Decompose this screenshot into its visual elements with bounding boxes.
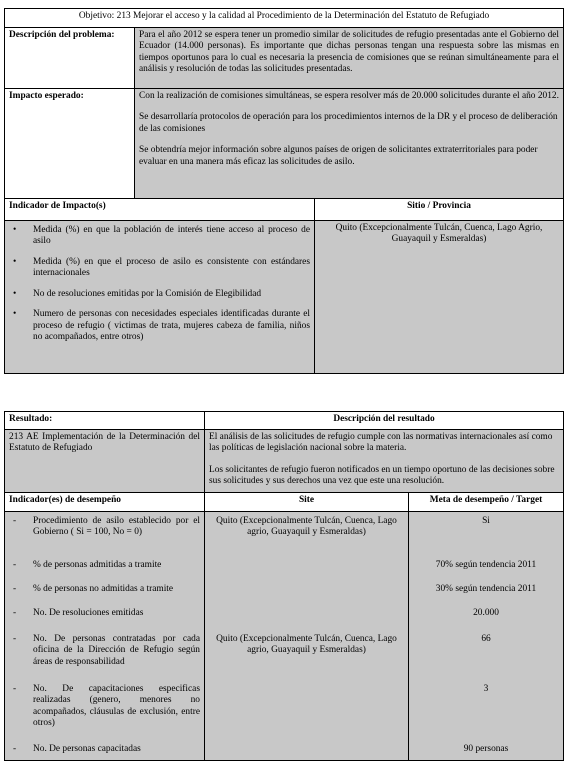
list-item: - Procedimiento de asilo establecido por el Gobierno ( Si = 100, No = 0) xyxy=(13,516,200,538)
perf-targets xyxy=(409,512,564,761)
target-header: Meta de desempeño / Target xyxy=(409,493,564,512)
list-item: • Numero de personas con necesidades especiales identificadas durante el proceso de refugio ( victimas de trata, mujeres cabeza de familia, niños no acompañados, entre otros) xyxy=(13,309,310,343)
result-text: 213 AE Implementación de la Determinación del Estatuto de Refugiado xyxy=(5,430,205,493)
perf-indicators xyxy=(5,512,205,761)
target-entry: 90 personas xyxy=(463,744,509,754)
target-entry: 66 xyxy=(481,634,491,644)
desc-paragraph: Los solicitantes de refugio fueron notificados en un tiempo oportuno de las decisiones sobre sus solicitudes y sus derechos una vez que este una resolución. xyxy=(209,464,555,487)
site-entry: Quito (Excepcionalmente Tulcán, Cuenca, Lago agrio, Guayaquil y Esmeraldas) xyxy=(216,634,397,656)
impact-text xyxy=(135,89,564,199)
site-entry: Quito (Excepcionalmente Tulcán, Cuenca, Lago agrio, Guayaquil y Esmeraldas) xyxy=(216,516,397,538)
target-entry: 20.000 xyxy=(473,608,499,618)
list-item: • No de resoluciones emitidas por la Comisión de Elegibilidad xyxy=(13,288,262,299)
objective-title: Objetivo: 213 Mejorar el acceso y la calidad al Procedimiento de la Determinación del Estatuto de Refugiado xyxy=(5,9,564,28)
desc-text xyxy=(205,430,564,493)
perf-header: Indicador(es) de desempeño xyxy=(5,493,205,512)
site-header: Site xyxy=(205,493,409,512)
desc-paragraph: El análisis de las solicitudes de refugio cumple con las normativas internacionales así como las políticas de legislación nacional sobre la materia. xyxy=(209,432,553,454)
list-item: - No. De personas contratadas por cada oficina de la Dirección de Refugio según áreas de responsabilidad xyxy=(13,634,200,667)
list-item: - No. De personas capacitadas xyxy=(13,744,141,754)
list-item: - No. De capacitaciones especificas realizadas (genero, menores no acompañados, cláusulas de exclusión, entre otros) xyxy=(13,684,200,729)
result-label: Resultado: xyxy=(5,412,205,430)
impact-paragraph: Se desarrollaría protocolos de operación para los procedimientos internos de la DR y el proceso de deliberación de las comisiones xyxy=(139,112,558,134)
problem-text: Para el año 2012 se espera tener un promedio similar de solicitudes de refugio presentadas ante el Gobierno del Ecuador (14.000 personas). Es importante que dichas personas tengan una respuesta sobre las mismas en tiempos oportunos para lo cual es necesaria la presencia de comisiones que se reúnan simultáneamente para el análisis y resolución de todas las solicitudes presentadas. xyxy=(135,28,564,89)
impact-label: Impacto esperado: xyxy=(5,89,135,199)
target-entry: 70% según tendencia 2011 xyxy=(435,560,537,570)
target-entry: 3 xyxy=(483,684,489,694)
list-item: • Medida (%) en que la población de interés tiene acceso al proceso de asilo xyxy=(13,225,310,247)
list-item: - % de personas no admitidas a tramite xyxy=(13,584,174,594)
impact-paragraph: Con la realización de comisiones simultáneas, se espera resolver más de 20.000 solicitudes durante el año 2012. xyxy=(139,91,559,101)
target-entry: Si xyxy=(482,516,490,526)
list-item: - No. De resoluciones emitidas xyxy=(13,608,144,618)
result-table xyxy=(4,411,564,761)
target-entry: 30% según tendencia 2011 xyxy=(435,584,537,594)
desc-header: Descripción del resultado xyxy=(205,412,564,430)
perf-sites xyxy=(205,512,409,761)
list-item: - % de personas admitidas a tramite xyxy=(13,560,162,570)
indicator-header: Indicador de Impacto(s) xyxy=(5,199,315,221)
problem-label: Descripción del problema: xyxy=(5,28,135,89)
site-cell: Quito (Excepcionalmente Tulcán, Cuenca, Lago Agrio, Guayaquil y Esmeraldas) xyxy=(315,221,564,374)
indicator-list xyxy=(5,221,315,374)
list-item: • Medida (%) en que el proceso de asilo es consistente con estándares internacionales xyxy=(13,256,310,279)
site-header: Sitio / Provincia xyxy=(315,199,564,221)
impact-paragraph: Se obtendría mejor información sobre algunos países de origen de solicitantes extraterritoriales para poder evaluar en una manera más eficaz las solicitudes de asilo. xyxy=(139,145,538,167)
objective-table xyxy=(4,8,564,374)
